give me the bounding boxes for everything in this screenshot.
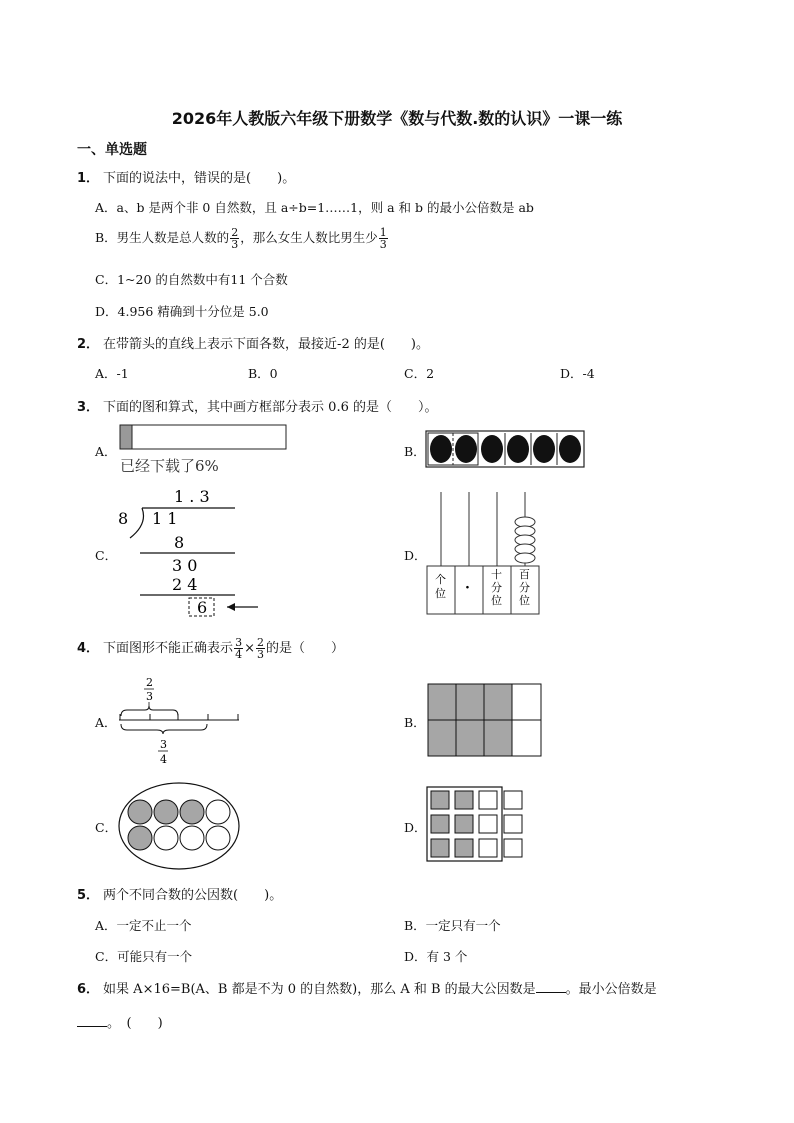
q1-option-b[interactable]	[95, 227, 389, 250]
place-label: 百	[519, 568, 530, 581]
q5-option-a[interactable]: A．一定不止一个	[95, 918, 192, 933]
question-text: 如果 A×16=B(A、B 都是不为 0 的自然数)，那么 A 和 B 的最大公因数是	[103, 982, 536, 997]
question-1	[77, 167, 295, 186]
q3-option-c[interactable]: C．	[95, 548, 118, 563]
place-label: 位	[491, 594, 502, 607]
fraction-denominator: 3	[146, 690, 153, 703]
option-text: ，那么女生人数比男生少	[240, 230, 378, 245]
place-label: 个	[435, 573, 446, 586]
q5-option-b[interactable]: B．一定只有一个	[404, 918, 501, 933]
fraction: $\frac{2}{3}$	[231, 226, 239, 251]
q4-option-a[interactable]: A．	[95, 715, 117, 730]
question-5	[77, 884, 282, 903]
quotient: 1 . 3	[174, 487, 210, 506]
circles-figure	[116, 780, 246, 872]
remainder: 6	[197, 598, 208, 617]
segment-figure	[115, 672, 245, 768]
q2-option-b[interactable]: B．0	[248, 366, 278, 381]
grid-figure	[427, 683, 545, 759]
fraction: $\frac{1}{3}$	[379, 226, 387, 251]
dividend: 1 1	[152, 509, 178, 528]
answer-blank[interactable]	[536, 980, 566, 993]
download-progress-figure	[118, 423, 293, 481]
q4-option-d[interactable]: D．	[404, 820, 427, 835]
counting-frame-figure	[425, 490, 543, 618]
fraction-numerator: 2	[146, 676, 153, 689]
question-number: 3．	[77, 400, 100, 415]
fraction: $\frac{2}{3}$	[256, 636, 264, 661]
q3-option-d[interactable]: D．	[404, 548, 427, 563]
q3-option-a[interactable]: A．	[95, 444, 117, 459]
question-number: 2．	[77, 337, 100, 352]
division-step: 3 0	[172, 556, 198, 575]
q1-option-a[interactable]: A．a、b 是两个非 0 自然数，且 a÷b=1……1，则 a 和 b 的最小公倍数是 ab	[95, 200, 534, 215]
division-step: 8	[174, 533, 185, 552]
download-caption: 已经下载了6%	[120, 457, 219, 475]
q4-option-b[interactable]: B．	[404, 715, 426, 730]
q2-option-c[interactable]: C．2	[404, 366, 435, 381]
question-text: 在带箭头的直线上表示下面各数，最接近-2 的是( )。	[103, 337, 429, 352]
section-heading: 一、单选题	[77, 142, 147, 158]
place-label: 分	[519, 581, 530, 594]
divisor: 8	[118, 509, 129, 528]
q4-option-c[interactable]: C．	[95, 820, 118, 835]
fraction-denominator: 4	[160, 753, 167, 766]
question-number: 5．	[77, 888, 100, 903]
answer-blank[interactable]	[77, 1014, 107, 1027]
question-text: 。最小公倍数是	[565, 982, 657, 997]
long-division-figure	[112, 486, 267, 621]
fraction: $\frac{3}{4}$	[235, 636, 243, 661]
question-text: 下面的图和算式，其中画方框部分表示 0.6 的是（ ）。	[103, 400, 438, 415]
question-text: 下面的说法中，错误的是( )。	[103, 171, 296, 186]
place-label: 分	[491, 581, 502, 594]
question-4	[77, 637, 344, 660]
place-label: 十	[491, 568, 502, 581]
question-text: 。 ( )	[107, 1016, 163, 1031]
q5-option-c[interactable]: C．可能只有一个	[95, 949, 193, 964]
question-6-continued	[77, 1012, 163, 1031]
q2-option-a[interactable]: A．-1	[95, 366, 129, 381]
ovals-figure	[425, 430, 587, 468]
place-label: 位	[519, 594, 530, 607]
option-text: B．男生人数是总人数的	[95, 230, 230, 245]
place-label: 位	[435, 587, 446, 600]
question-text: 的是（ ）	[265, 641, 344, 656]
question-3	[77, 396, 438, 415]
question-2	[77, 333, 429, 352]
q1-option-c[interactable]: C．1~20 的自然数中有11 个合数	[95, 272, 288, 287]
question-6	[77, 978, 657, 997]
q2-option-d[interactable]: D．-4	[560, 366, 595, 381]
squares-figure	[425, 785, 527, 865]
question-number: 6．	[77, 982, 100, 997]
q3-option-b[interactable]: B．	[404, 444, 426, 459]
question-text: 下面图形不能正确表示	[103, 641, 234, 656]
question-text: 两个不同合数的公因数( )。	[103, 888, 283, 903]
decimal-point: ·	[465, 580, 470, 596]
q5-option-d[interactable]: D．有 3 个	[404, 949, 468, 964]
division-step: 2 4	[172, 575, 198, 594]
times-sign: ×	[244, 641, 255, 656]
q1-option-d[interactable]: D．4.956 精确到十分位是 5.0	[95, 304, 269, 319]
page-title: 2026年人教版六年级下册数学《数与代数.数的认识》一课一练	[171, 109, 623, 128]
question-number: 4．	[77, 641, 100, 656]
fraction-numerator: 3	[160, 738, 167, 751]
question-number: 1．	[77, 171, 100, 186]
